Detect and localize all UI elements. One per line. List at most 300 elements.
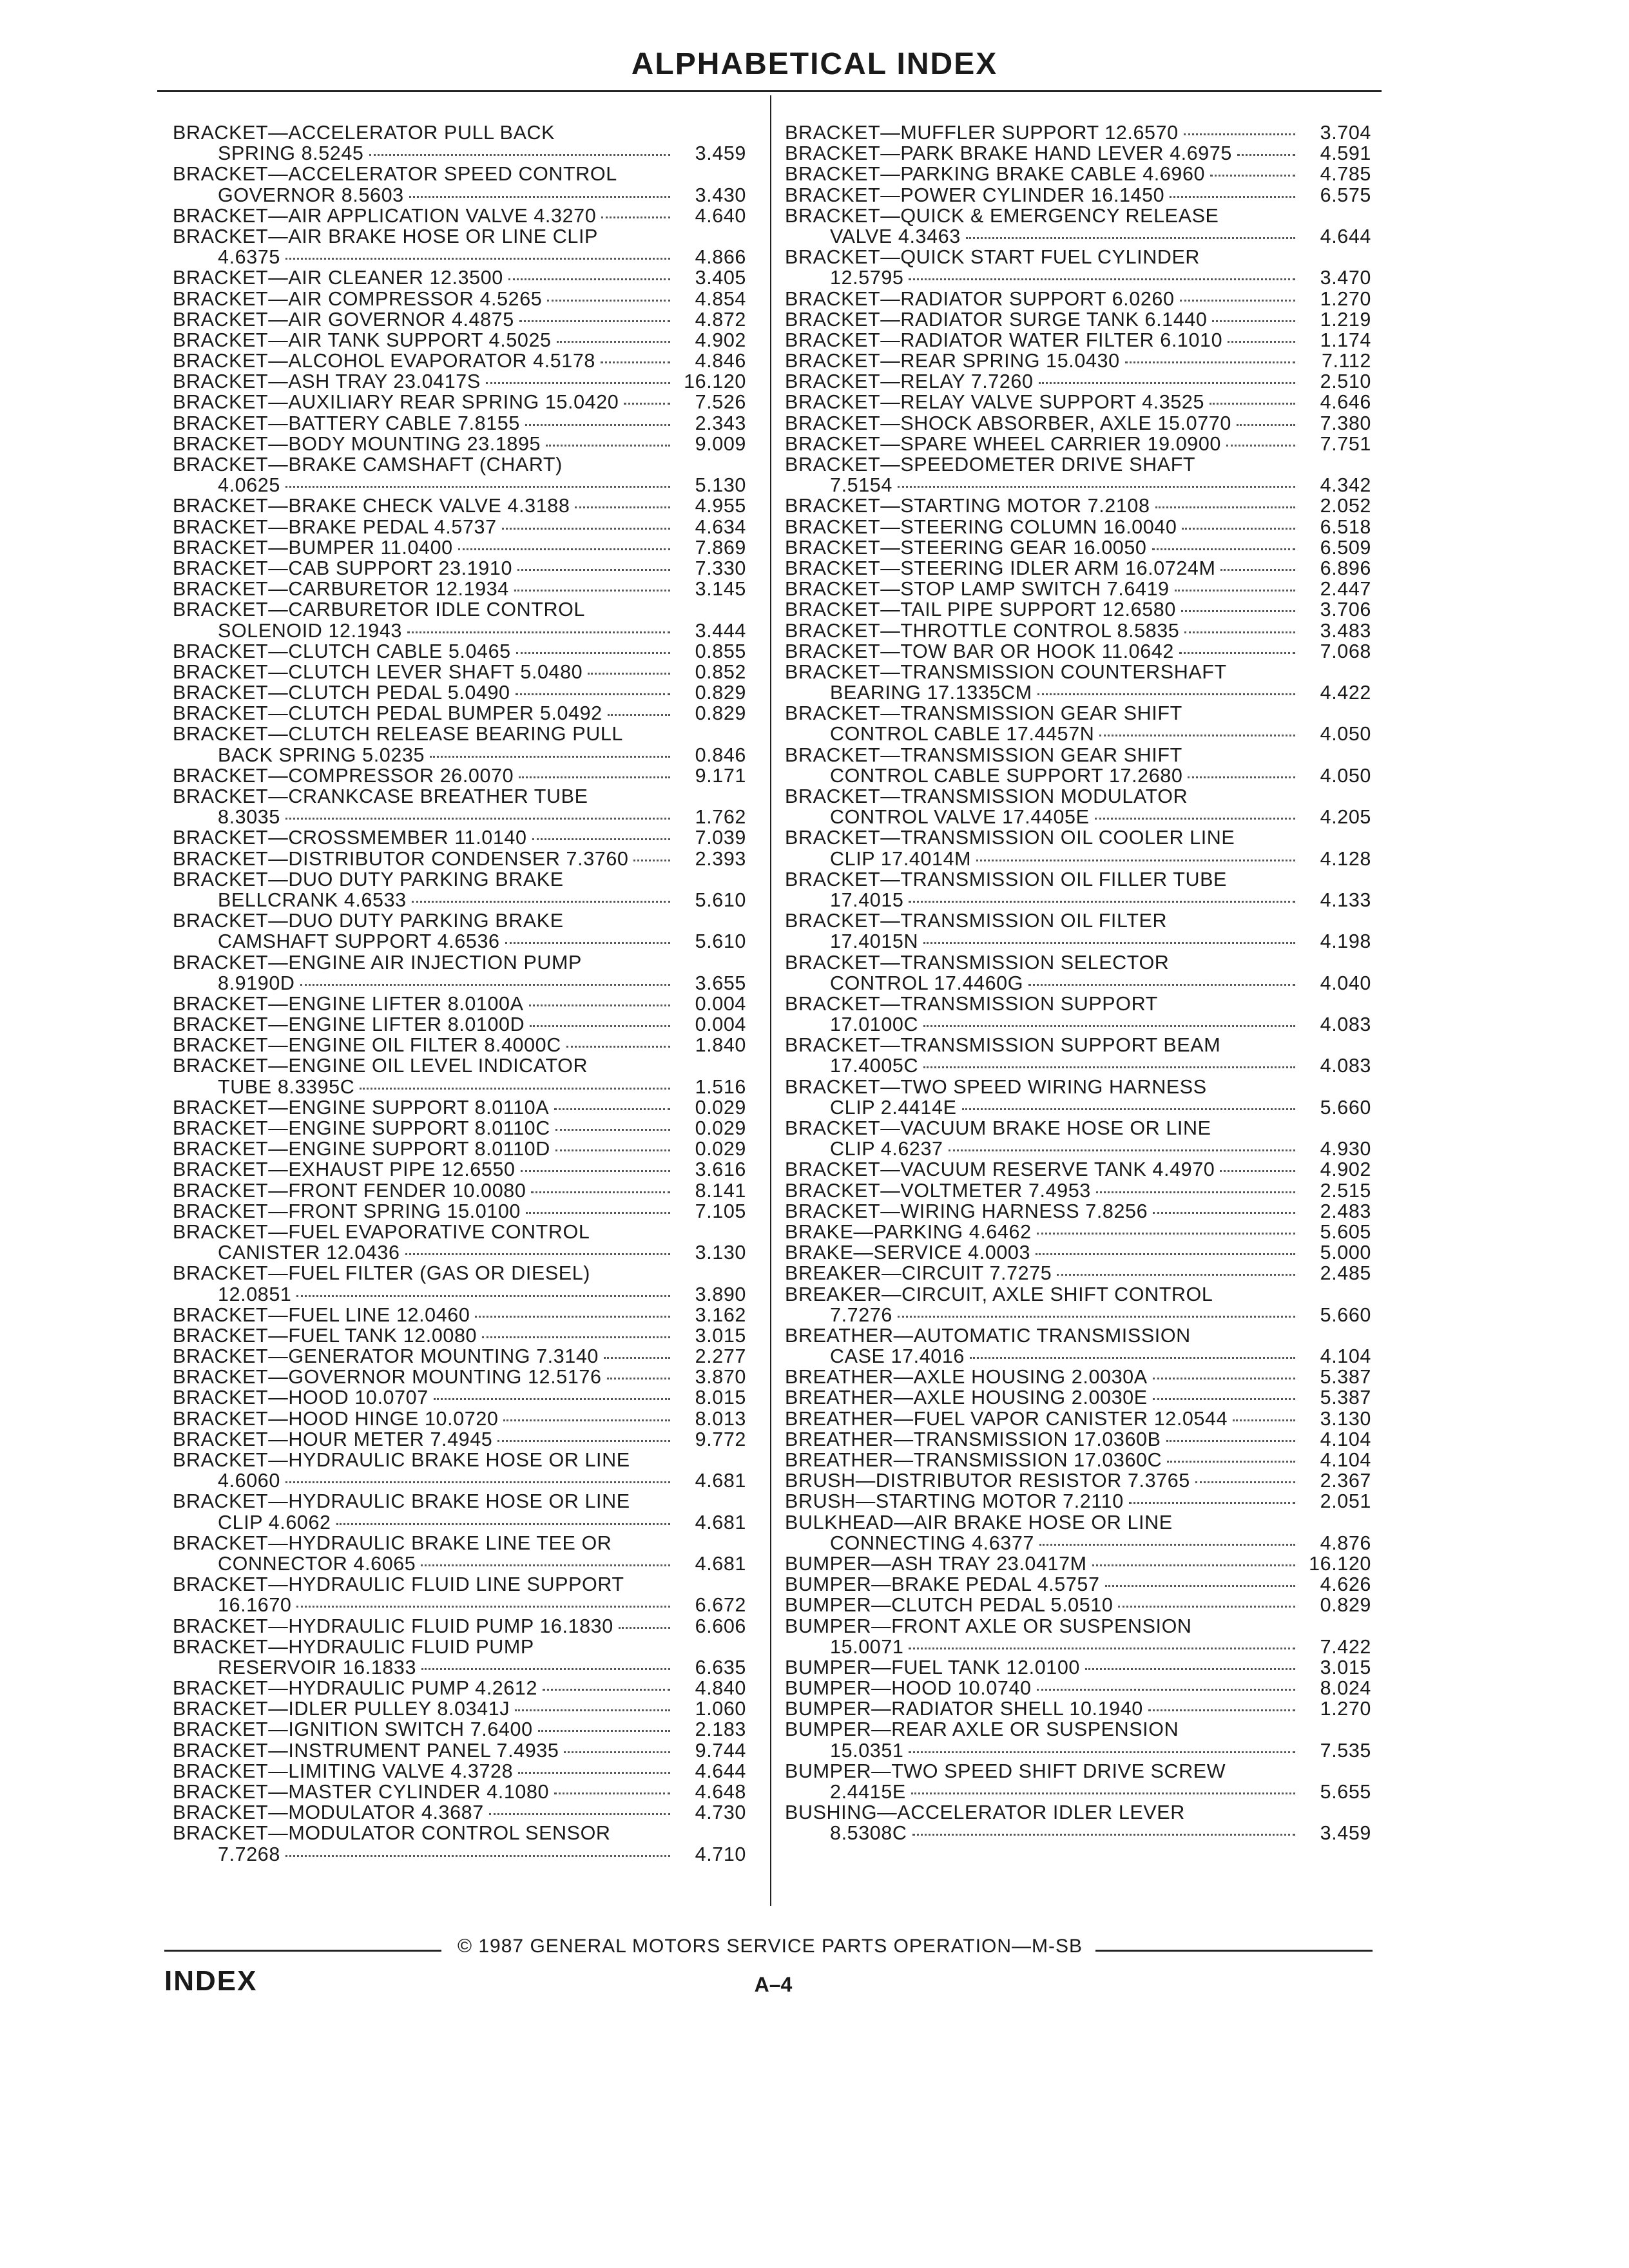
entry-title: BRACKET—HYDRAULIC PUMP 4.2612: [173, 1677, 538, 1700]
entry-title: BRACKET—FRONT FENDER 10.0080: [173, 1179, 526, 1202]
page-reference: 0.029: [695, 1138, 746, 1160]
entry-title: BRACKET—ASH TRAY 23.0417S: [173, 370, 481, 393]
entry-title-continuation: BELLCRANK 4.6533: [218, 889, 407, 911]
page-reference: 7.422: [1320, 1635, 1371, 1658]
page-reference: 4.681: [695, 1470, 746, 1492]
entry-title-continuation: 7.5154: [830, 474, 892, 497]
entry-title: BUMPER—BRAKE PEDAL 4.5757: [785, 1573, 1100, 1596]
entry-title: BRACKET—CLUTCH LEVER SHAFT 5.0480: [173, 660, 583, 683]
entry-title: BRAKE—PARKING 4.6462: [785, 1220, 1032, 1243]
entry-line: [173, 849, 746, 869]
footer-rule-right: [1095, 1950, 1373, 1952]
page-reference: 0.029: [695, 1117, 746, 1139]
page-reference: 4.133: [1320, 889, 1371, 911]
dot-leader: [962, 1108, 1295, 1110]
page-reference: 4.854: [695, 287, 746, 310]
page-reference: 2.367: [1320, 1470, 1371, 1492]
dot-leader: [608, 714, 670, 716]
entry-line: [173, 1222, 746, 1242]
page-reference: 7.526: [695, 391, 746, 414]
entry-title-continuation: SOLENOID 12.1943: [218, 619, 402, 642]
page-reference: 9.744: [695, 1739, 746, 1762]
index-entry: [173, 1802, 746, 1823]
dot-leader: [619, 1627, 670, 1629]
entry-title: BRACKET—TRANSMISSION OIL COOLER LINE: [785, 827, 1235, 849]
page-reference: 3.704: [1320, 122, 1371, 144]
index-entry: [173, 1325, 746, 1346]
dot-leader: [1118, 1606, 1295, 1608]
entry-title: BRACKET—STARTING MOTOR 7.2108: [785, 495, 1150, 517]
index-entry: [173, 1367, 746, 1387]
entry-line: [785, 495, 1371, 516]
entry-line: [173, 185, 746, 206]
entry-line: [173, 1159, 746, 1180]
dot-leader: [1188, 776, 1295, 778]
index-entry: [173, 1263, 746, 1304]
page-reference: 0.846: [695, 744, 746, 766]
index-entry: [785, 1201, 1371, 1222]
index-entry: [785, 1284, 1371, 1325]
entry-title: BRACKET—TWO SPEED WIRING HARNESS: [785, 1075, 1207, 1098]
index-entry: [785, 1802, 1371, 1843]
entry-line: [173, 1823, 746, 1843]
index-entry: [785, 620, 1371, 641]
entry-line: [785, 1139, 1371, 1159]
entry-line: [173, 413, 746, 434]
entry-line: [173, 1740, 746, 1761]
entry-title-continuation: 8.9190D: [218, 972, 295, 994]
entry-line: [173, 454, 746, 475]
page-reference: 0.004: [695, 1014, 746, 1036]
entry-line: [785, 1782, 1371, 1802]
index-entry: [785, 247, 1371, 288]
dot-leader: [505, 942, 670, 944]
entry-line: [785, 1616, 1371, 1637]
dot-leader: [1182, 528, 1295, 530]
dot-leader: [909, 1648, 1295, 1649]
entry-title: BRACKET—ENGINE LIFTER 8.0100A: [173, 992, 524, 1015]
entry-line: [785, 1657, 1371, 1678]
dot-leader: [516, 652, 670, 654]
index-entry: [785, 434, 1371, 454]
entry-title: BRACKET—STEERING GEAR 16.0050: [785, 536, 1147, 559]
index-entry: [173, 724, 746, 765]
entry-line: [173, 641, 746, 662]
entry-line: [173, 827, 746, 848]
page-reference: 0.029: [695, 1096, 746, 1119]
entry-title: BRACKET—BRAKE CAMSHAFT (CHART): [173, 454, 563, 476]
index-entry: [173, 1159, 746, 1180]
index-entry: [785, 413, 1371, 434]
page-reference: 4.128: [1320, 847, 1371, 870]
entry-line: [173, 1553, 746, 1574]
index-entry: [785, 869, 1371, 910]
entry-title: BRACKET—CLUTCH CABLE 5.0465: [173, 640, 511, 662]
entry-line: [785, 371, 1371, 392]
entry-title-continuation: BEARING 17.1335CM: [830, 682, 1032, 704]
index-entry: [785, 517, 1371, 537]
entry-line: [785, 1387, 1371, 1408]
entry-line: [173, 1055, 746, 1076]
index-entry: [173, 994, 746, 1014]
dot-leader: [434, 1398, 670, 1400]
index-entry: [173, 371, 746, 392]
index-entry: [785, 1222, 1371, 1242]
entry-title: BRACKET—FUEL LINE 12.0460: [173, 1303, 470, 1326]
page-reference: 1.762: [695, 806, 746, 829]
page-reference: 4.681: [695, 1511, 746, 1533]
entry-title: BRACKET—TAIL PIPE SUPPORT 12.6580: [785, 599, 1176, 621]
dot-leader: [909, 278, 1295, 280]
dot-leader: [546, 445, 670, 447]
entry-line: [785, 1325, 1371, 1346]
entry-title: BRACKET—ACCELERATOR SPEED CONTROL: [173, 163, 617, 186]
entry-title: BRACKET—LIMITING VALVE 4.3728: [173, 1760, 514, 1782]
entry-line: [173, 351, 746, 371]
entry-title: BRACKET—DUO DUTY PARKING BRAKE: [173, 868, 564, 890]
index-entry: [173, 703, 746, 724]
dot-leader: [530, 1025, 670, 1027]
entry-line: [173, 931, 746, 952]
entry-line: [785, 164, 1371, 184]
entry-line: [173, 807, 746, 827]
index-entry: [173, 495, 746, 516]
index-entry: [173, 1408, 746, 1429]
dot-leader: [1036, 1253, 1295, 1255]
dot-leader: [604, 1357, 670, 1359]
index-entry: [785, 351, 1371, 371]
entry-title: BRACKET—STEERING COLUMN 16.0040: [785, 515, 1177, 538]
entry-title: BRACKET—MODULATOR 4.3687: [173, 1802, 484, 1824]
index-entry: [785, 1263, 1371, 1283]
index-entry: [785, 1325, 1371, 1367]
index-entry: [173, 206, 746, 226]
entry-line: [785, 247, 1371, 267]
page-reference: 1.174: [1320, 329, 1371, 351]
entry-line: [785, 454, 1371, 475]
index-entry: [785, 1118, 1371, 1159]
entry-title-continuation: 2.4415E: [830, 1781, 906, 1803]
entry-title: BUMPER—ASH TRAY 23.0417M: [785, 1552, 1087, 1575]
entry-title: BRACKET—REAR SPRING 15.0430: [785, 350, 1120, 372]
dot-leader: [1212, 320, 1295, 322]
entry-title-continuation: 17.4015: [830, 889, 904, 911]
entry-line: [173, 371, 746, 392]
index-entry: [173, 662, 746, 682]
index-entry: [173, 434, 746, 454]
entry-title: BRACKET—CROSSMEMBER 11.0140: [173, 827, 527, 849]
entry-title: BRACKET—VACUUM RESERVE TANK 4.4970: [785, 1158, 1215, 1181]
entry-line: [785, 1574, 1371, 1595]
dot-leader: [1170, 196, 1295, 198]
entry-line: [173, 1470, 746, 1491]
entry-line: [173, 434, 746, 454]
entry-title: BUMPER—TWO SPEED SHIFT DRIVE SCREW: [785, 1760, 1226, 1782]
entry-line: [785, 1055, 1371, 1076]
dot-leader: [497, 1440, 670, 1442]
entry-line: [785, 517, 1371, 537]
entry-line: [173, 682, 746, 703]
dot-leader: [1152, 548, 1295, 550]
page-reference: 3.870: [695, 1366, 746, 1389]
page-reference: 1.270: [1320, 1698, 1371, 1720]
dot-leader: [588, 673, 670, 675]
entry-title: BRACKET—MASTER CYLINDER 4.1080: [173, 1781, 550, 1803]
entry-title-continuation: CLIP 2.4414E: [830, 1096, 957, 1119]
entry-title-continuation: 12.0851: [218, 1283, 292, 1305]
page-reference: 7.068: [1320, 640, 1371, 662]
entry-title: BRACKET—FRONT SPRING 15.0100: [173, 1200, 521, 1222]
entry-line: [785, 1470, 1371, 1491]
page-reference: 2.052: [1320, 495, 1371, 517]
entry-title: BRACKET—BRAKE PEDAL 4.5737: [173, 515, 497, 538]
entry-title-continuation: 15.0071: [830, 1635, 904, 1658]
entry-line: [785, 1201, 1371, 1222]
page-reference: 3.470: [1320, 267, 1371, 289]
dot-leader: [1179, 652, 1295, 654]
entry-title: BRACKET—ENGINE SUPPORT 8.0110C: [173, 1117, 550, 1139]
index-entry: [785, 1470, 1371, 1491]
dot-leader: [1129, 1502, 1295, 1504]
entry-line: [785, 1035, 1371, 1055]
entry-title: BRACKET—WIRING HARNESS 7.8256: [785, 1200, 1148, 1222]
entry-line: [173, 1574, 746, 1595]
page-reference: 4.104: [1320, 1428, 1371, 1450]
dot-leader: [909, 1751, 1295, 1753]
page-reference: 1.516: [695, 1075, 746, 1098]
entry-line: [173, 1678, 746, 1698]
page-number: A–4: [754, 1973, 793, 1996]
dot-leader: [547, 300, 670, 302]
entry-title: BRACKET—STOP LAMP SWITCH 7.6419: [785, 578, 1170, 601]
entry-title: BRACKET—QUICK START FUEL CYLINDER: [785, 246, 1200, 269]
index-entry: [173, 1118, 746, 1139]
dot-leader: [532, 838, 670, 840]
dot-leader: [966, 237, 1295, 239]
page-reference: 3.130: [1320, 1407, 1371, 1430]
dot-leader: [1092, 1564, 1295, 1566]
page-reference: 2.183: [695, 1718, 746, 1741]
entry-line: [785, 1305, 1371, 1325]
index-entry: [173, 1035, 746, 1055]
entry-title: BRACKET—QUICK & EMERGENCY RELEASE: [785, 204, 1219, 227]
entry-title: BRACKET—ENGINE AIR INJECTION PUMP: [173, 951, 582, 974]
dot-leader: [296, 1295, 670, 1297]
entry-title: BRACKET—RELAY VALVE SUPPORT 4.3525: [785, 391, 1205, 414]
index-entry: [785, 371, 1371, 392]
entry-line: [785, 952, 1371, 973]
entry-title: BRACKET—STEERING IDLER ARM 16.0724M: [785, 557, 1216, 579]
page-reference: 4.646: [1320, 391, 1371, 414]
dot-leader: [360, 1088, 670, 1090]
entry-line: [785, 724, 1371, 744]
entry-line: [173, 206, 746, 226]
entry-title: BRACKET—TRANSMISSION SUPPORT BEAM: [785, 1034, 1221, 1057]
entry-title: BRACKET—CLUTCH RELEASE BEARING PULL: [173, 723, 623, 745]
page-reference: 9.009: [695, 432, 746, 455]
page-reference: 7.112: [1321, 350, 1371, 372]
entry-line: [785, 413, 1371, 434]
entry-title: BRACKET—RADIATOR WATER FILTER 6.1010: [785, 329, 1223, 351]
index-entry: [173, 1180, 746, 1201]
entry-title: BRACKET—COMPRESSOR 26.0070: [173, 764, 514, 787]
index-entry: [785, 952, 1371, 994]
entry-title: BRACKET—TRANSMISSION MODULATOR: [785, 785, 1188, 807]
entry-title-continuation: 17.0100C: [830, 1014, 919, 1036]
dot-leader: [898, 1316, 1295, 1318]
entry-line: [785, 1346, 1371, 1367]
entry-line: [785, 1698, 1371, 1719]
index-entry: [173, 579, 746, 599]
dot-leader: [898, 486, 1295, 488]
dot-leader: [1167, 1461, 1295, 1463]
dot-leader: [1037, 1233, 1295, 1235]
entry-line: [173, 869, 746, 890]
index-entry: [785, 1616, 1371, 1657]
index-entry: [785, 1159, 1371, 1180]
entry-line: [785, 558, 1371, 579]
dot-leader: [482, 1336, 670, 1338]
index-entry: [785, 558, 1371, 579]
page-reference: 4.342: [1320, 474, 1371, 497]
entry-line: [173, 558, 746, 579]
page-reference: 1.270: [1320, 287, 1371, 310]
dot-leader: [1153, 1378, 1295, 1379]
index-column-left: [173, 122, 746, 1865]
entry-title: BRACKET—CLUTCH PEDAL 5.0490: [173, 682, 510, 704]
index-entry: [785, 641, 1371, 662]
entry-title: BRACKET—SHOCK ABSORBER, AXLE 15.0770: [785, 412, 1231, 434]
page-reference: 6.518: [1320, 515, 1371, 538]
dot-leader: [405, 1253, 670, 1255]
entry-line: [785, 1284, 1371, 1305]
index-entry: [173, 226, 746, 267]
dot-leader: [1099, 735, 1295, 736]
entry-line: [785, 289, 1371, 309]
index-entry: [173, 267, 746, 288]
page-reference: 4.083: [1320, 1014, 1371, 1036]
dot-leader: [1095, 818, 1295, 820]
entry-line: [173, 330, 746, 351]
index-entry: [173, 1823, 746, 1864]
entry-line: [173, 620, 746, 641]
page-reference: 2.510: [1320, 370, 1371, 393]
index-entry: [785, 122, 1371, 143]
entry-line: [785, 1553, 1371, 1574]
entry-line: [173, 289, 746, 309]
entry-line: [173, 392, 746, 412]
dot-leader: [923, 1025, 1295, 1027]
index-column-right: [785, 122, 1371, 1844]
entry-title-continuation: CONTROL 17.4460G: [830, 972, 1024, 994]
page-reference: 3.145: [695, 578, 746, 601]
page-reference: 5.660: [1320, 1096, 1371, 1119]
dot-leader: [1037, 693, 1295, 695]
entry-title: BUSHING—ACCELERATOR IDLER LEVER: [785, 1802, 1185, 1824]
page-reference: 7.105: [695, 1200, 746, 1222]
entry-line: [785, 267, 1371, 288]
dot-leader: [475, 1316, 670, 1318]
entry-line: [173, 1491, 746, 1512]
dot-leader: [515, 1709, 670, 1711]
page-reference: 3.444: [695, 619, 746, 642]
page-reference: 5.655: [1320, 1781, 1371, 1803]
entry-line: [173, 1637, 746, 1657]
entry-title: BRACKET—FUEL EVAPORATIVE CONTROL: [173, 1220, 590, 1243]
index-entry: [785, 1761, 1371, 1802]
dot-leader: [1228, 341, 1295, 343]
dot-leader: [1057, 1274, 1295, 1276]
entry-line: [785, 122, 1371, 143]
dot-leader: [1237, 154, 1295, 156]
page-reference: 4.902: [1320, 1158, 1371, 1181]
dot-leader: [538, 1730, 670, 1732]
entry-title: BRACKET—IDLER PULLEY 8.0341J: [173, 1698, 510, 1720]
entry-line: [785, 931, 1371, 952]
index-entry: [173, 309, 746, 330]
entry-title-continuation: GOVERNOR 8.5603: [218, 184, 404, 206]
entry-line: [173, 164, 746, 184]
index-entry: [785, 1657, 1371, 1678]
entry-line: [785, 1222, 1371, 1242]
index-entry: [785, 827, 1371, 869]
index-entry: [173, 1387, 746, 1408]
dot-leader: [518, 1772, 670, 1774]
index-entry: [173, 786, 746, 827]
page-reference: 3.430: [695, 184, 746, 206]
entry-title: BRACKET—HOOD HINGE 10.0720: [173, 1407, 499, 1430]
dot-leader: [300, 984, 670, 986]
index-entry: [173, 164, 746, 205]
page-reference: 2.483: [1320, 1200, 1371, 1222]
entry-line: [173, 1698, 746, 1719]
page-reference: 2.447: [1320, 578, 1371, 601]
dot-leader: [1166, 1440, 1295, 1442]
entry-line: [173, 1305, 746, 1325]
page-reference: 7.380: [1320, 412, 1371, 434]
entry-title: BREATHER—AXLE HOUSING 2.0030A: [785, 1366, 1148, 1389]
entry-line: [785, 1637, 1371, 1657]
entry-line: [173, 495, 746, 516]
dot-leader: [601, 216, 670, 218]
index-entry: [785, 1450, 1371, 1470]
entry-title: BRACKET—HOUR METER 7.4945: [173, 1428, 493, 1450]
dot-leader: [566, 1046, 670, 1048]
page-reference: 1.840: [695, 1034, 746, 1057]
entry-line: [785, 579, 1371, 599]
dot-leader: [1220, 1170, 1295, 1172]
section-label: INDEX: [164, 1965, 258, 1997]
entry-line: [173, 1802, 746, 1823]
entry-title-continuation: 8.5308C: [830, 1822, 907, 1845]
index-entry: [173, 1719, 746, 1740]
entry-line: [173, 745, 746, 765]
entry-title-continuation: RESERVOIR 16.1833: [218, 1656, 417, 1678]
entry-line: [785, 1097, 1371, 1118]
dot-leader: [1226, 445, 1295, 447]
entry-line: [173, 267, 746, 288]
index-entry: [785, 703, 1371, 744]
dot-leader: [285, 1481, 670, 1483]
entry-line: [173, 1533, 746, 1553]
entry-title-continuation: SPRING 8.5245: [218, 142, 364, 165]
page-reference: 4.104: [1320, 1345, 1371, 1368]
entry-title: BRACKET—ENGINE SUPPORT 8.0110D: [173, 1138, 550, 1160]
index-entry: [785, 495, 1371, 516]
entry-line: [173, 537, 746, 558]
entry-title: BRACKET—ENGINE SUPPORT 8.0110A: [173, 1096, 550, 1119]
dot-leader: [1105, 1585, 1295, 1587]
